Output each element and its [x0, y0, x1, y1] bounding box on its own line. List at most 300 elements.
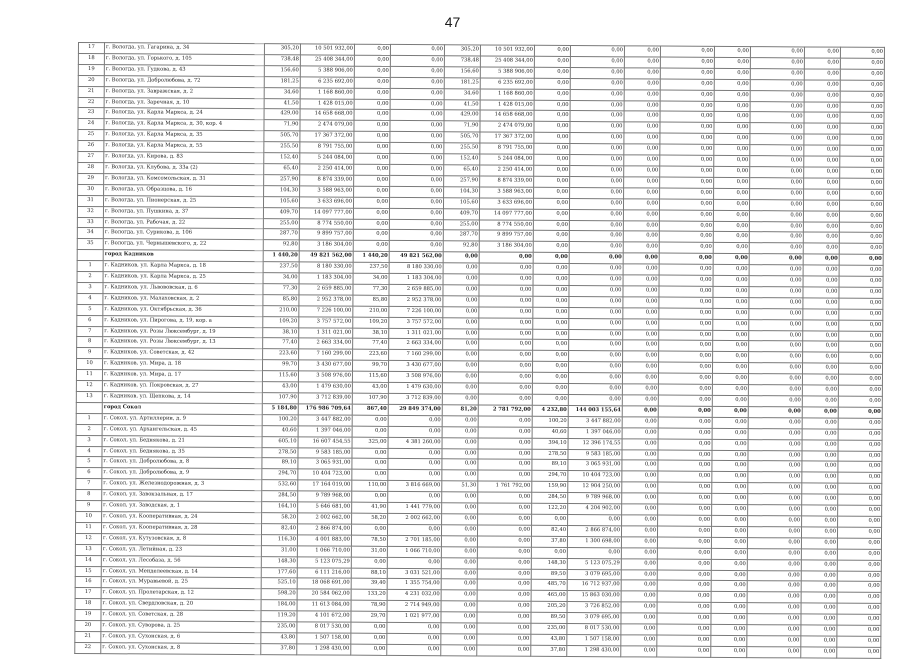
value-cell: 10 501 932,00 — [300, 44, 354, 55]
value-cell: 85,80 — [263, 294, 299, 305]
value-cell: 89,10 — [532, 460, 568, 471]
value-cell: 0,00 — [442, 437, 478, 448]
address-cell: г. Кадников, ул. Советская, д. 42 — [103, 348, 263, 360]
value-cell: 34,00 — [353, 273, 389, 284]
value-cell: 0,00 — [479, 339, 533, 350]
value-cell: 0,00 — [534, 100, 570, 111]
address-cell: г. Сокол, ул. Кооперативная, д. 28 — [101, 523, 261, 535]
value-cell: 105,60 — [443, 197, 479, 208]
value-cell: 0,00 — [839, 353, 883, 364]
value-cell: 0,00 — [714, 46, 750, 57]
value-cell: 1 168 860,00 — [300, 87, 354, 98]
value-cell: 104,30 — [264, 185, 300, 196]
value-cell: 8 180 330,00 — [299, 262, 353, 273]
value-cell: 0,00 — [622, 384, 658, 395]
value-cell: 0,00 — [749, 352, 803, 363]
value-cell: 0,00 — [660, 188, 714, 199]
value-cell: 0,00 — [354, 99, 390, 110]
value-cell: 0,00 — [838, 363, 882, 374]
value-cell: 133,20 — [351, 589, 387, 600]
value-cell: 284,50 — [262, 491, 298, 502]
value-cell: 0,00 — [569, 307, 623, 318]
value-cell: 0,00 — [837, 592, 881, 603]
value-cell: 0,00 — [658, 482, 712, 493]
value-cell: 0,00 — [801, 647, 837, 658]
value-cell: 0,00 — [803, 298, 839, 309]
value-cell: 0,00 — [477, 634, 531, 645]
value-cell: 0,00 — [748, 396, 802, 407]
row-number-cell: 3 — [76, 435, 102, 446]
value-cell: 3 633 696,00 — [479, 198, 533, 209]
value-cell: 0,00 — [750, 167, 804, 178]
value-cell: 0,00 — [750, 188, 804, 199]
value-cell: 0,00 — [802, 483, 838, 494]
value-cell: 0,00 — [803, 276, 839, 287]
value-cell: 1 298 430,00 — [567, 645, 621, 656]
value-cell: 0,00 — [534, 165, 570, 176]
value-cell: 0,00 — [837, 571, 881, 582]
value-cell: 0,00 — [388, 459, 442, 470]
value-cell: 0,00 — [804, 101, 840, 112]
address-cell: г. Вологда, ул. Карла Маркса, д. 30, кор. 4 — [104, 119, 264, 131]
value-cell: 109,20 — [263, 316, 299, 327]
address-cell: г. Вологда, ул. Образцова, д. 16 — [104, 184, 264, 196]
address-cell: г. Вологда, ул. Заречная, д. 10 — [104, 97, 264, 109]
value-cell: 0,00 — [802, 450, 838, 461]
value-cell: 0,00 — [801, 625, 837, 636]
value-cell: 5 123 075,29 — [297, 556, 351, 567]
value-cell: 6 235 692,00 — [300, 77, 354, 88]
value-cell: 0,00 — [839, 265, 883, 276]
value-cell: 0,00 — [712, 504, 748, 515]
value-cell: 34,00 — [263, 273, 299, 284]
value-cell: 0,00 — [711, 548, 747, 559]
value-cell: 1 441 779,00 — [388, 502, 442, 513]
value-cell: 2 002 662,00 — [388, 513, 442, 524]
value-cell: 0,00 — [837, 603, 881, 614]
value-cell: 235,00 — [531, 623, 567, 634]
value-cell: 7 160 299,00 — [299, 349, 353, 360]
value-cell: 71,90 — [444, 121, 480, 132]
value-cell: 0,00 — [748, 450, 802, 461]
value-cell: 0,00 — [388, 492, 442, 503]
value-cell: 0,00 — [478, 361, 532, 372]
value-cell: 1 021 977,00 — [387, 612, 441, 623]
value-cell: 0,00 — [658, 417, 712, 428]
value-cell: 0,00 — [477, 623, 531, 634]
value-cell: 255,50 — [444, 143, 480, 154]
row-number-cell: 24 — [78, 119, 104, 130]
value-cell: 0,00 — [389, 241, 443, 252]
value-cell: 0,00 — [749, 276, 803, 287]
value-cell: 17 367 372,00 — [480, 132, 534, 143]
value-cell: 5 123 075,29 — [567, 558, 621, 569]
value-cell: 0,00 — [623, 351, 659, 362]
value-cell: 0,00 — [534, 67, 570, 78]
value-cell: 0,00 — [659, 264, 713, 275]
value-cell: 156,60 — [444, 67, 480, 78]
value-cell: 0,00 — [840, 145, 884, 156]
value-cell: 9 789 968,00 — [298, 491, 352, 502]
value-cell: 0,00 — [747, 592, 801, 603]
value-cell: 3 712 839,00 — [298, 393, 352, 404]
value-cell: 0,00 — [714, 101, 750, 112]
value-cell: 0,00 — [624, 100, 660, 111]
value-cell: 0,00 — [477, 536, 531, 547]
value-cell: 0,00 — [660, 166, 714, 177]
value-cell: 0,00 — [569, 340, 623, 351]
value-cell: 0,00 — [354, 66, 390, 77]
value-cell: 1 440,20 — [263, 251, 299, 262]
value-cell: 2 952 378,00 — [389, 295, 443, 306]
value-cell: 39,40 — [351, 579, 387, 590]
value-cell: 0,00 — [479, 285, 533, 296]
value-cell: 0,00 — [802, 505, 838, 516]
value-cell: 0,00 — [623, 264, 659, 275]
value-cell: 0,00 — [711, 646, 747, 657]
value-cell: 0,00 — [749, 221, 803, 232]
page-number: 47 — [444, 14, 461, 30]
value-cell: 29 849 374,00 — [388, 404, 442, 415]
value-cell: 0,00 — [659, 308, 713, 319]
value-cell: 31,00 — [351, 546, 387, 557]
value-cell: 2 659 885,00 — [299, 284, 353, 295]
address-cell: г. Кадников, ул. Щепкова, д. 14 — [102, 392, 262, 404]
value-cell: 0,00 — [802, 418, 838, 429]
value-cell: 0,00 — [712, 406, 748, 417]
value-cell: 294,70 — [262, 469, 298, 480]
row-number-cell: 14 — [75, 555, 101, 566]
value-cell: 0,00 — [441, 568, 477, 579]
value-cell: 78,90 — [351, 600, 387, 611]
value-cell: 0,00 — [804, 134, 840, 145]
value-cell: 14 097 777,00 — [299, 207, 353, 218]
value-cell: 0,00 — [747, 603, 801, 614]
value-cell: 81,20 — [442, 405, 478, 416]
value-cell: 0,00 — [354, 186, 390, 197]
row-number-cell: 17 — [75, 588, 101, 599]
value-cell: 0,00 — [658, 515, 712, 526]
value-cell: 0,00 — [748, 374, 802, 385]
value-cell: 0,00 — [622, 362, 658, 373]
address-cell: г. Сокол, ул. Железнодорожная, д. 3 — [102, 479, 262, 491]
address-cell: г. Кадников, ул. Мира, д. 17 — [102, 370, 262, 382]
value-cell: 0,00 — [802, 494, 838, 505]
value-cell: 0,00 — [478, 470, 532, 481]
value-cell: 0,00 — [621, 591, 657, 602]
value-cell: 0,00 — [714, 166, 750, 177]
value-cell: 0,00 — [804, 91, 840, 102]
value-cell: 0,00 — [569, 264, 623, 275]
value-cell: 0,00 — [441, 634, 477, 645]
value-cell: 0,00 — [534, 122, 570, 133]
value-cell: 0,00 — [840, 156, 884, 167]
value-cell: 0,00 — [750, 112, 804, 123]
value-cell: 0,00 — [477, 612, 531, 623]
value-cell: 0,00 — [803, 352, 839, 363]
value-cell: 0,00 — [352, 459, 388, 470]
value-cell: 0,00 — [801, 538, 837, 549]
value-cell: 0,00 — [803, 232, 839, 243]
value-cell: 0,00 — [534, 89, 570, 100]
value-cell: 0,00 — [748, 483, 802, 494]
value-cell: 0,00 — [840, 167, 884, 178]
value-cell: 0,00 — [441, 557, 477, 568]
value-cell: 3 447 882,00 — [568, 416, 622, 427]
value-cell: 1 066 710,00 — [387, 546, 441, 557]
value-cell: 2 250 414,00 — [300, 164, 354, 175]
value-cell: 0,00 — [569, 198, 623, 209]
value-cell: 505,70 — [264, 131, 300, 142]
value-cell: 0,00 — [533, 285, 569, 296]
value-cell: 0,00 — [621, 537, 657, 548]
value-cell: 0,00 — [659, 210, 713, 221]
value-cell: 5 388 906,00 — [480, 67, 534, 78]
value-cell: 0,00 — [803, 265, 839, 276]
value-cell: 0,00 — [747, 636, 801, 647]
value-cell: 2 250 414,00 — [480, 165, 534, 176]
value-cell: 0,00 — [390, 175, 444, 186]
value-cell: 0,00 — [389, 208, 443, 219]
value-cell: 325,00 — [352, 437, 388, 448]
row-number-cell: 18 — [75, 599, 101, 610]
value-cell: 0,00 — [840, 80, 884, 91]
value-cell: 0,00 — [479, 274, 533, 285]
value-cell: 3 065 931,00 — [568, 460, 622, 471]
value-cell: 0,00 — [804, 156, 840, 167]
value-cell: 9 899 757,00 — [479, 230, 533, 241]
value-cell: 0,00 — [657, 580, 711, 591]
value-cell: 41,50 — [264, 98, 300, 109]
value-cell: 0,00 — [660, 144, 714, 155]
value-cell: 0,00 — [624, 89, 660, 100]
value-cell: 1 183 304,00 — [389, 273, 443, 284]
value-cell: 287,70 — [263, 229, 299, 240]
value-cell: 278,50 — [532, 449, 568, 460]
value-cell: 0,00 — [442, 503, 478, 514]
value-cell: 0,00 — [443, 317, 479, 328]
value-cell: 0,00 — [839, 211, 883, 222]
value-cell: 12 904 250,00 — [568, 482, 622, 493]
value-cell: 0,00 — [442, 459, 478, 470]
value-cell: 0,00 — [660, 133, 714, 144]
value-cell: 0,00 — [803, 287, 839, 298]
value-cell: 0,00 — [658, 384, 712, 395]
value-cell: 0,00 — [390, 143, 444, 154]
value-cell: 100,20 — [532, 416, 568, 427]
value-cell: 7 160 299,00 — [389, 350, 443, 361]
row-number-cell: 3 — [77, 282, 103, 293]
value-cell: 0,00 — [750, 58, 804, 69]
value-cell: 0,00 — [658, 504, 712, 515]
value-cell: 110,00 — [352, 480, 388, 491]
address-cell: г. Вологда, ул. Сурикова, д. 106 — [103, 228, 263, 240]
value-cell: 1 761 792,00 — [478, 481, 532, 492]
value-cell: 0,00 — [443, 285, 479, 296]
value-cell: 0,00 — [804, 69, 840, 80]
value-cell: 0,00 — [570, 67, 624, 78]
value-cell: 0,00 — [713, 210, 749, 221]
value-cell: 1 355 754,00 — [387, 579, 441, 590]
address-cell: г. Вологда, ул. Карла Маркса, д. 24 — [104, 108, 264, 120]
address-cell: г. Сокол, ул. Добролюбова, д. 9 — [102, 468, 262, 480]
address-cell: г. Сокол, ул. Менделеевская, д. 14 — [101, 566, 261, 578]
row-number-cell: 13 — [75, 544, 101, 555]
address-cell: г. Кадников, ул. Октябрьская, д. 36 — [103, 304, 263, 316]
value-cell: 2 474 079,00 — [480, 121, 534, 132]
value-cell: 0,00 — [351, 622, 387, 633]
address-cell: г. Вологда, ул. Карла Маркса, д. 35 — [104, 130, 264, 142]
value-cell: 255,00 — [263, 218, 299, 229]
value-cell: 0,00 — [748, 363, 802, 374]
value-cell: 0,00 — [443, 252, 479, 263]
value-cell: 89,50 — [531, 569, 567, 580]
value-cell: 152,40 — [444, 154, 480, 165]
value-cell: 0,00 — [838, 516, 882, 527]
value-cell: 0,00 — [801, 603, 837, 614]
value-cell: 0,00 — [478, 503, 532, 514]
value-cell: 0,00 — [443, 350, 479, 361]
value-cell: 0,00 — [570, 46, 624, 57]
value-cell: 0,00 — [622, 482, 658, 493]
value-cell: 0,00 — [477, 579, 531, 590]
value-cell: 0,00 — [351, 633, 387, 644]
value-cell: 429,00 — [444, 110, 480, 121]
value-cell: 0,00 — [714, 68, 750, 79]
value-cell: 10 404 723,00 — [568, 471, 622, 482]
value-cell: 0,00 — [354, 121, 390, 132]
value-cell: 0,00 — [477, 525, 531, 536]
value-cell: 0,00 — [443, 306, 479, 317]
value-cell: 5 646 681,00 — [298, 502, 352, 513]
value-cell: 1 507 158,00 — [567, 634, 621, 645]
value-cell: 738,48 — [444, 56, 480, 67]
value-cell: 0,00 — [837, 625, 881, 636]
value-cell: 0,00 — [838, 472, 882, 483]
value-cell: 0,00 — [713, 319, 749, 330]
value-cell: 255,00 — [443, 219, 479, 230]
value-cell: 82,40 — [261, 524, 297, 535]
address-cell: г. Вологда, ул. Пушкина, д. 37 — [103, 206, 263, 218]
value-cell: 0,00 — [801, 581, 837, 592]
value-cell: 0,00 — [659, 221, 713, 232]
address-cell: г. Вологда, ул. Кирова, д. 83 — [104, 152, 264, 164]
value-cell: 0,00 — [838, 418, 882, 429]
value-cell: 0,00 — [478, 492, 532, 503]
value-cell: 43,00 — [262, 382, 298, 393]
value-cell: 0,00 — [657, 602, 711, 613]
row-number-cell: 12 — [76, 381, 102, 392]
value-cell: 0,00 — [570, 111, 624, 122]
value-cell: 3 508 976,00 — [388, 372, 442, 383]
value-cell: 0,00 — [570, 155, 624, 166]
row-number-cell: 30 — [78, 184, 104, 195]
value-cell: 88,10 — [351, 568, 387, 579]
value-cell: 5 388 906,00 — [300, 66, 354, 77]
value-cell: 0,00 — [658, 373, 712, 384]
value-cell: 0,00 — [660, 177, 714, 188]
value-cell: 77,40 — [263, 338, 299, 349]
value-cell: 0,00 — [478, 416, 532, 427]
value-cell: 0,00 — [747, 559, 801, 570]
value-cell: 0,00 — [748, 428, 802, 439]
value-cell: 0,00 — [839, 331, 883, 342]
value-cell: 0,00 — [659, 351, 713, 362]
value-cell: 0,00 — [479, 263, 533, 274]
value-cell: 8 017 530,00 — [567, 624, 621, 635]
value-cell: 0,00 — [443, 274, 479, 285]
value-cell: 0,00 — [570, 165, 624, 176]
row-number-cell: 25 — [78, 130, 104, 141]
value-cell: 0,00 — [839, 276, 883, 287]
value-cell: 0,00 — [390, 88, 444, 99]
value-cell: 3 186 304,00 — [479, 241, 533, 252]
value-cell: 0,00 — [623, 275, 659, 286]
value-cell: 3 079 695,00 — [567, 613, 621, 624]
value-cell: 0,00 — [621, 558, 657, 569]
value-cell: 2 002 662,00 — [298, 513, 352, 524]
value-cell: 1 300 698,00 — [567, 536, 621, 547]
value-cell: 0,00 — [657, 646, 711, 657]
value-cell: 0,00 — [442, 492, 478, 503]
value-cell: 0,00 — [353, 208, 389, 219]
address-cell: г. Вологда, ул. Рабочая, д. 22 — [103, 217, 263, 229]
value-cell: 0,00 — [839, 309, 883, 320]
value-cell: 144 003 155,64 — [568, 405, 622, 416]
value-cell: 0,00 — [750, 134, 804, 145]
value-cell: 0,00 — [441, 590, 477, 601]
value-cell: 0,00 — [389, 219, 443, 230]
value-cell: 0,00 — [533, 351, 569, 362]
value-cell: 0,00 — [712, 374, 748, 385]
address-cell: г. Вологда, ул. Гудкова, д. 43 — [104, 64, 264, 76]
value-cell: 0,00 — [390, 44, 444, 55]
value-cell: 0,00 — [623, 308, 659, 319]
value-cell: 0,00 — [624, 133, 660, 144]
value-cell: 0,00 — [533, 296, 569, 307]
row-number-cell: 6 — [76, 468, 102, 479]
value-cell: 0,00 — [387, 644, 441, 655]
value-cell: 1 183 304,00 — [299, 273, 353, 284]
address-cell: город Сокол — [102, 403, 262, 415]
value-cell: 0,00 — [840, 124, 884, 135]
value-cell: 237,50 — [353, 262, 389, 273]
address-cell: г. Сокол, ул. Лесобаза, д. 56 — [101, 555, 261, 567]
value-cell: 0,00 — [533, 209, 569, 220]
row-number-cell: 16 — [75, 577, 101, 588]
value-cell: 0,00 — [533, 318, 569, 329]
value-cell: 0,00 — [390, 66, 444, 77]
value-cell: 38,10 — [263, 327, 299, 338]
value-cell: 0,00 — [532, 383, 568, 394]
value-cell: 0,00 — [840, 58, 884, 69]
value-cell: 0,00 — [387, 633, 441, 644]
value-cell: 0,00 — [712, 428, 748, 439]
value-cell: 0,00 — [352, 426, 388, 437]
value-cell: 0,00 — [534, 133, 570, 144]
row-number-cell: 22 — [75, 642, 101, 653]
value-cell: 2 663 334,00 — [299, 338, 353, 349]
value-cell: 0,00 — [532, 372, 568, 383]
value-cell: 0,00 — [622, 417, 658, 428]
value-cell: 9 583 185,00 — [568, 449, 622, 460]
value-cell: 0,00 — [623, 242, 659, 253]
value-cell: 0,00 — [441, 612, 477, 623]
value-cell: 0,00 — [712, 483, 748, 494]
value-cell: 0,00 — [569, 231, 623, 242]
value-cell: 0,00 — [353, 230, 389, 241]
value-cell: 0,00 — [712, 450, 748, 461]
